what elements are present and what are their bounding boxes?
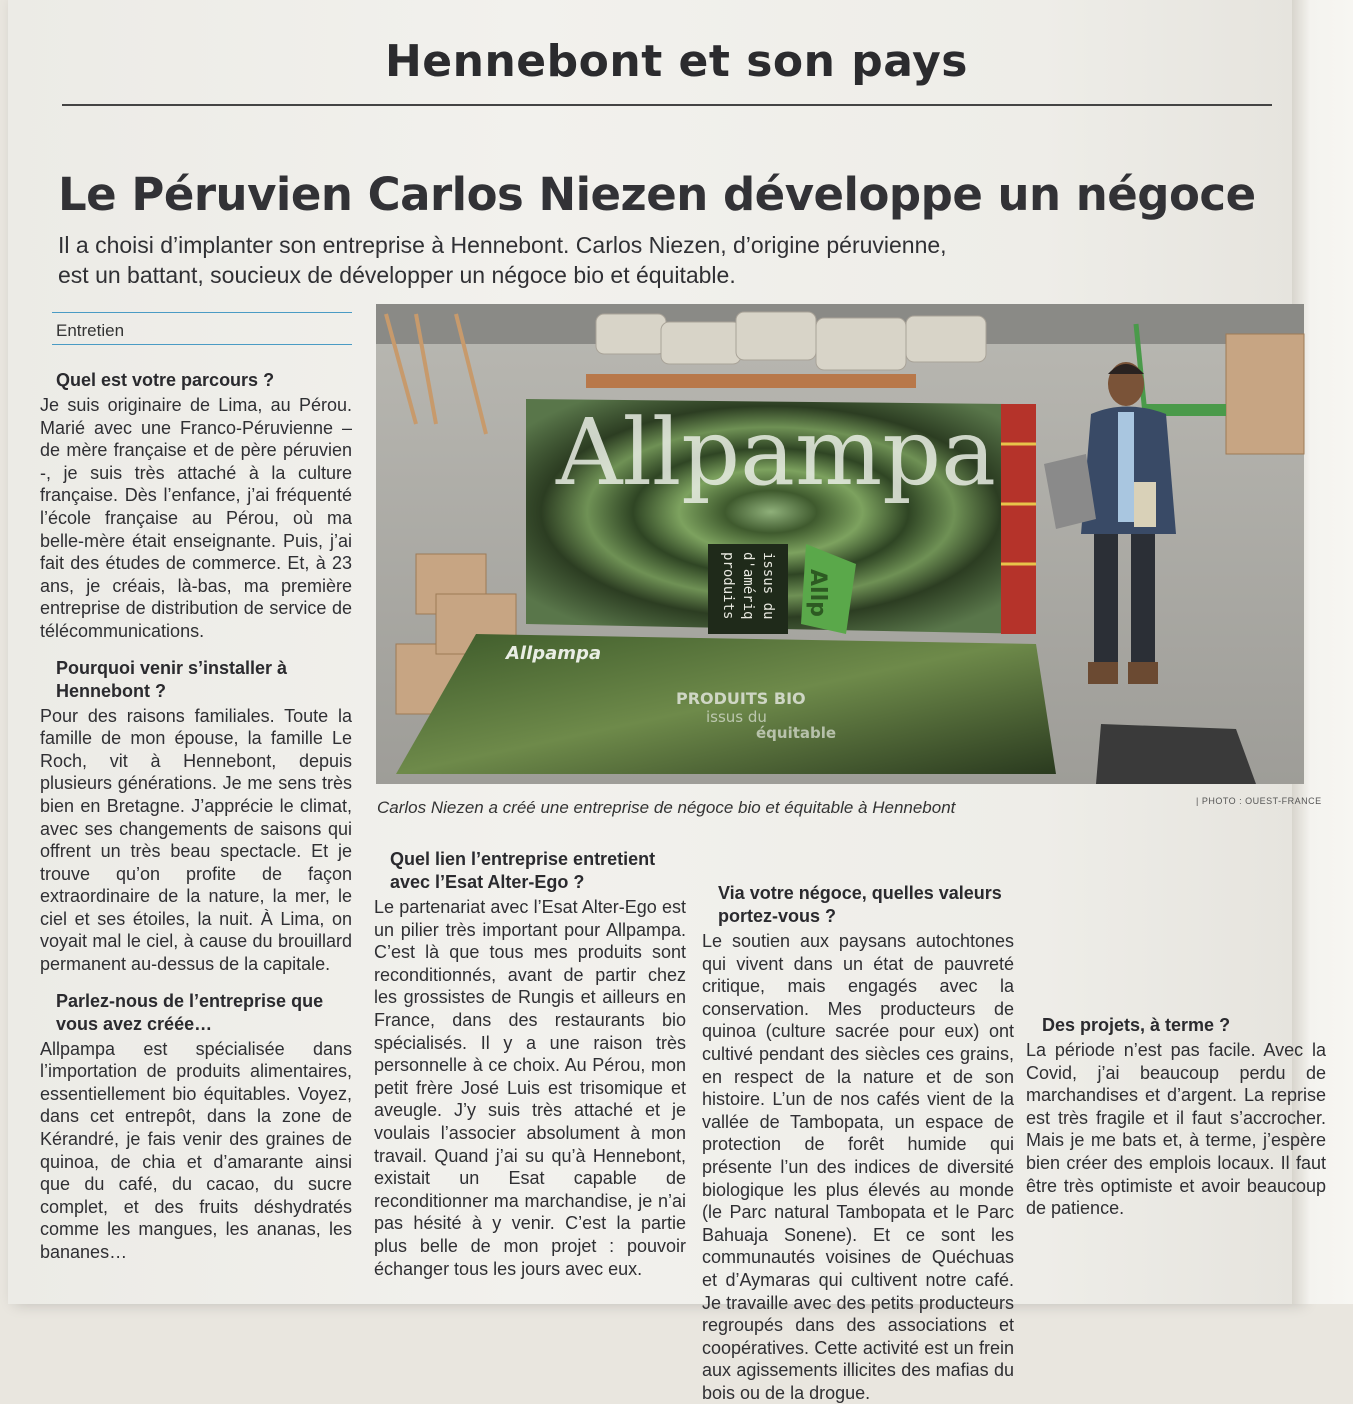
lead-line-2: est un battant, soucieux de développer un négoce bio et équitable. — [58, 262, 736, 288]
floor-text-1: PRODUITS BIO — [676, 689, 806, 708]
woven-textile — [1001, 404, 1036, 634]
floor-text-3: équitable — [756, 724, 837, 742]
column-2 — [374, 848, 686, 1280]
rubric-rule-bottom — [52, 344, 352, 345]
answer-3: Allpampa est spécialisée dans l’importation de produits alimentaires, essentiellement bio équitables. Voyez, dans cet entrepôt, dans la zone de Kérandré, je fais venir des graines de quinoa, de chia et d’amarante ainsi que du café, du cacao, du sucre complet, et des fruits déshydratés comme les mangues, les ananas, les bananes… — [40, 1038, 352, 1262]
banner-logo-text: Allp — [805, 569, 830, 617]
answer-5: Le soutien aux paysans autochtones qui vivent dans un état de pauvreté critique, mais engagés avec la conservation. Mes producteurs de quinoa (culture sacrée pour eux) ont cultivé pendant des siècles ces grains, en respect de la nature et de son histoire. L’un de nos cafés vient de la vallée de Tambopata, un espace de protection de forêt humide qui présente l’un des indices de diversité biologique les plus élevés au monde (le Parc natural Tambopata et le Parc Bahuaja Sonene). Et ce sont les communautés voisines de Quéchuas et d’Aymaras qui cultivent notre café. Je travaille avec des petits producteurs regroupés dans des associations et coopératives. Cette activité est un frein aux agissements illicites des mafias du bois ou de la drogue. — [702, 931, 1014, 1403]
floor-text-2: issus du — [706, 708, 767, 726]
article-headline: Le Péruvien Carlos Niezen développe un négoce — [58, 168, 1256, 221]
question-6: Des projets, à terme ? — [1042, 1015, 1231, 1035]
floor-small-brand: Allpampa — [506, 643, 602, 664]
photo-caption: Carlos Niezen a créé une entreprise de négoce bio et équitable à Hennebont — [377, 798, 956, 817]
answer-2: Pour des raisons familiales. Toute la famille de mon épouse, la famille Le Roch, vit à Hennebont, depuis plusieurs générations. Je me sens très bien en Bretagne. J’apprécie le climat, avec ses changements de saisons qui offrent un très beau spectacle. Et je trouve qu’on profite de façon extraordinaire de la nature, la mer, le ciel et ses étoiles, la nuit. À Lima, on voyait mal le ciel, à cause du brouillard permanent au-dessus de la capitale. — [40, 705, 352, 975]
article-lead — [58, 230, 1018, 290]
warehouse-photo — [376, 304, 1304, 784]
rubric-rule-top — [52, 312, 352, 313]
column-4 — [1026, 838, 1326, 1220]
question-1: Quel est votre parcours ? — [56, 370, 275, 390]
banner-tagline-1: produits — [720, 552, 736, 620]
question-5: Via votre négoce, quelles valeurs portez-vous ? — [718, 883, 1002, 926]
answer-4: Le partenariat avec l’Esat Alter-Ego est un pilier très important pour Allpampa. C’est là que tous mes produits sont reconditionnés, avant de partir chez les grossistes de Rungis et ailleurs en France, dans des restaurants bio spécialisés. Il y a une raison très personnelle à ce choix. Au Pérou, mon petit frère José Luis est trisomique et aveugle. J’y suis très attaché et je voulais l’associer absolument à mon travail. Quand j’ai su qu’à Hennebont, existait un Esat capable de reconditionner ma marchandise, je n’ai pas hésité à y venir. C’est la partie plus belle de mon projet : pouvoir échanger tous les jours avec eux. — [374, 897, 686, 1279]
column-1 — [40, 369, 352, 1264]
rubric-label: Entretien — [56, 321, 125, 340]
banner-tagline-2: d'amériq — [740, 552, 756, 620]
banner-tagline — [720, 552, 776, 619]
lead-line-1: Il a choisi d’implanter son entreprise à Hennebont. Carlos Niezen, d’origine péruvienne, — [58, 232, 947, 258]
question-2: Pourquoi venir s’installer à Hennebont ? — [56, 657, 288, 701]
article-photo — [376, 304, 1304, 784]
banner-brand: Allpampa — [556, 399, 997, 506]
section-rule — [62, 104, 1272, 106]
section-title: Hennebont et son pays — [384, 36, 968, 87]
question-3: Parlez-nous de l’entreprise que vous avez créée… — [56, 990, 324, 1034]
floor-mat — [1096, 724, 1256, 784]
column-3 — [702, 842, 1014, 1404]
question-4: Quel lien l’entreprise entretient avec l’Esat Alter-Ego ? — [390, 849, 656, 892]
answer-1: Je suis originaire de Lima, au Pérou. Marié avec une Franco-Péruvienne – de mère française et de père péruvien -, je suis très attaché à la culture française. Dès l’enfance, j’ai fréquenté l’école française au Pérou, où ma belle-mère était enseignante. Puis, j’ai fait des études de commerce. Et, à 23 ans, je créais, là-bas, ma première entreprise de distribution de service de télécommunications. — [40, 395, 352, 641]
banner-tagline-3: issus du — [760, 552, 776, 620]
answer-6: La période n’est pas facile. Avec la Covid, j’ai beaucoup perdu de marchandises et d’argent. La reprise est très fragile et il faut s’accrocher. Mais je me bats et, à terme, j’espère bien créer des emplois locaux. Il faut être très optimiste et avoir beaucoup de patience. — [1026, 1040, 1326, 1219]
pallet-wood — [586, 374, 916, 388]
photo-credit: | PHOTO : OUEST-FRANCE — [1196, 796, 1322, 806]
